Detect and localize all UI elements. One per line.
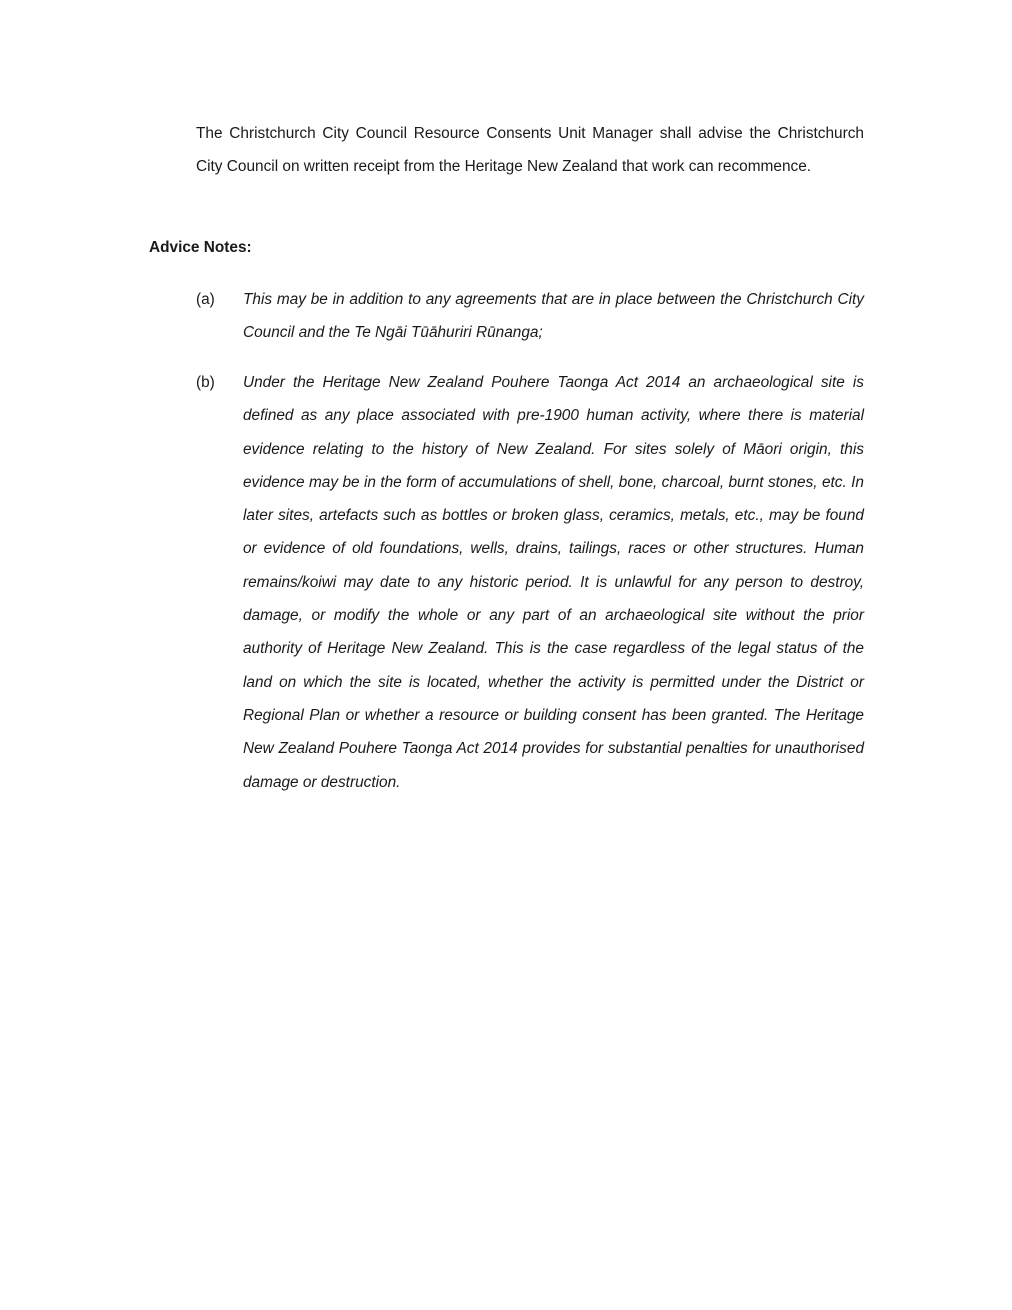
advice-note-text: Under the Heritage New Zealand Pouhere Taonga Act 2014 an archaeological site is defined as any place associated with pre-1900 human activity, where there is material evidence relating to the history of New Zealand. For sites solely of Māori origin, this evidence may be in the form of accumulations of shell, bone, charcoal, burnt stones, etc. In later sites, artefacts such as bottles or broken glass, ceramics, metals, etc., may be found or evidence of old foundations, wells, drains, tailings, races or other structures. Human remains/koiwi may date to any historic period. It is unlawful for any person to destroy, damage, or modify the whole or any part of an archaeological site without the prior authority of Heritage New Zealand. This is the case regardless of the legal status of the land on which the site is located, whether the activity is permitted under the District or Regional Plan or whether a resource or building consent has been granted. The Heritage New Zealand Pouhere Taonga Act 2014 provides for substantial penalties for unauthorised damage or destruction.: [243, 374, 864, 791]
advice-notes-heading: Advice Notes:: [149, 239, 252, 256]
advice-note-b: [196, 366, 864, 799]
advice-note-text: This may be in addition to any agreements that are in place between the Christchurch City Council and the Te Ngāi Tūāhuriri Rūnanga;: [243, 291, 864, 342]
advice-note-a: [196, 283, 864, 350]
intro-paragraph: The Christchurch City Council Resource Consents Unit Manager shall advise the Christchurch City Council on written receipt from the Heritage New Zealand that work can recommence.: [196, 125, 864, 176]
advice-note-marker: (a): [196, 291, 215, 308]
advice-note-marker: (b): [196, 374, 215, 391]
